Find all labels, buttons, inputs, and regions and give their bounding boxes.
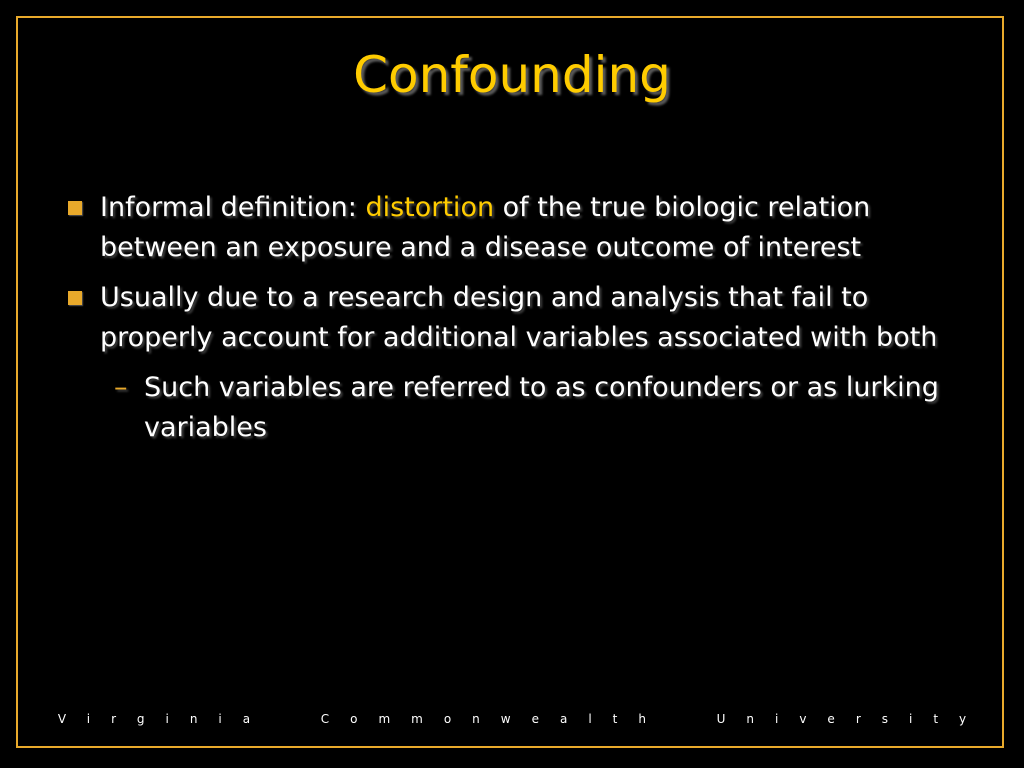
sub-bullet-confounders-text: Such variables are referred to as confounders or as lurking variables	[144, 372, 939, 443]
sub-bullet-item-confounders	[114, 368, 982, 448]
dash-bullet-icon: –	[114, 372, 128, 403]
bullet-item-cause	[62, 278, 982, 358]
square-bullet-icon	[68, 291, 82, 305]
bullet-definition-highlight: distortion	[365, 192, 495, 223]
square-bullet-icon	[68, 201, 82, 215]
slide-body	[62, 188, 982, 448]
bullet-definition-suffix: of the true biologic relation between an exposure and a disease outcome of interest	[100, 192, 871, 263]
footer-university-name: Virginia Commonwealth University	[57, 712, 988, 726]
bullet-cause-text: Usually due to a research design and analysis that fail to properly account for additional variables associated with both	[100, 282, 938, 353]
bullet-item-definition	[62, 188, 982, 268]
slide-title: Confounding	[353, 46, 671, 104]
bullet-definition-prefix: Informal definition:	[100, 192, 366, 223]
